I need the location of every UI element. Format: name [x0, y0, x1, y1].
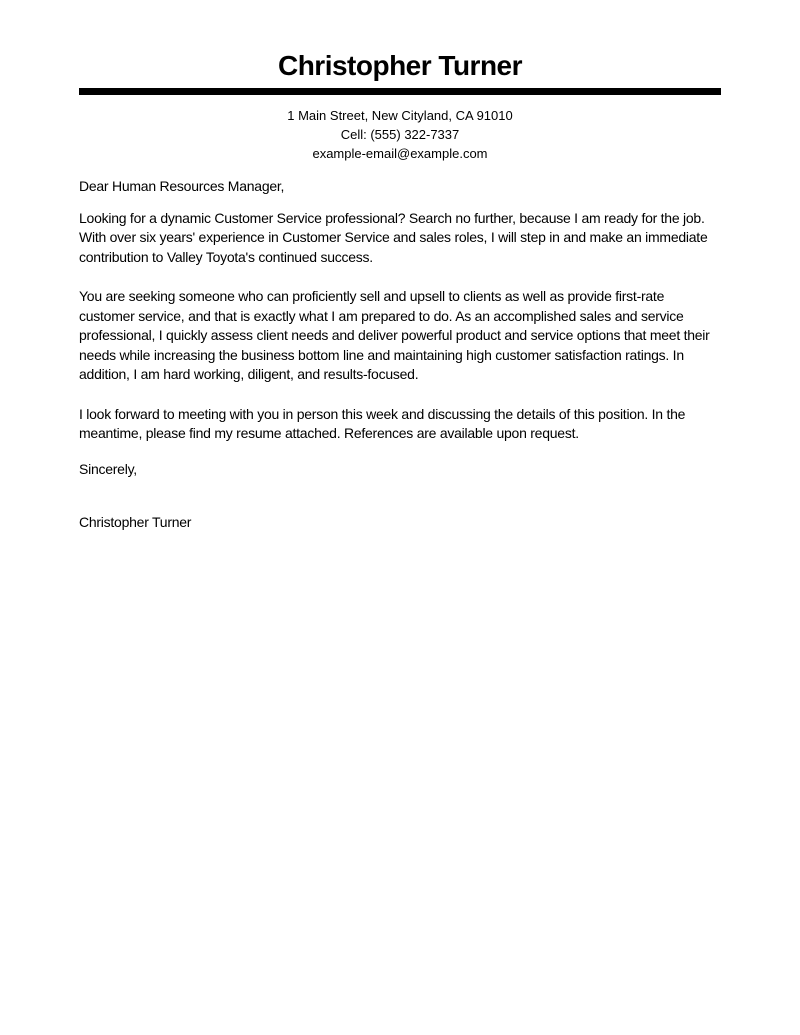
body-paragraph-3: I look forward to meeting with you in person this week and discussing the details of this position. In the meantime, please find my resume attached. References are available upon request. — [79, 405, 686, 441]
contact-block — [79, 106, 721, 163]
body-paragraph-1: Looking for a dynamic Customer Service professional? Search no further, because I am ready for the job. With over six years' experience in Customer Service and sales roles, I will step in and make an immediate contribution to Valley Toyota's continued success. — [79, 209, 708, 265]
signature-name: Christopher Turner — [79, 514, 192, 530]
body-paragraph-2: You are seeking someone who can proficiently sell and upsell to clients as well as provide first-rate customer service, and that is exactly what I am prepared to do. As an accomplished sales and service professional, I quickly assess client needs and deliver powerful product and service options that meet their needs while increasing the business bottom line and maintaining high customer satisfaction ratings. In addition, I am hard working, diligent, and results-focused. — [79, 288, 710, 382]
closing-line: Sincerely, — [79, 460, 137, 477]
contact-phone: Cell: (555) 322-7337 — [340, 127, 460, 142]
letter-body — [79, 177, 721, 533]
salutation: Dear Human Resources Manager, — [79, 178, 285, 194]
header-divider-rule — [79, 88, 721, 95]
letter-head-name: Christopher Turner — [277, 50, 523, 81]
contact-address: 1 Main Street, New Cityland, CA 91010 — [287, 108, 513, 123]
contact-email: example-email@example.com — [312, 146, 488, 161]
